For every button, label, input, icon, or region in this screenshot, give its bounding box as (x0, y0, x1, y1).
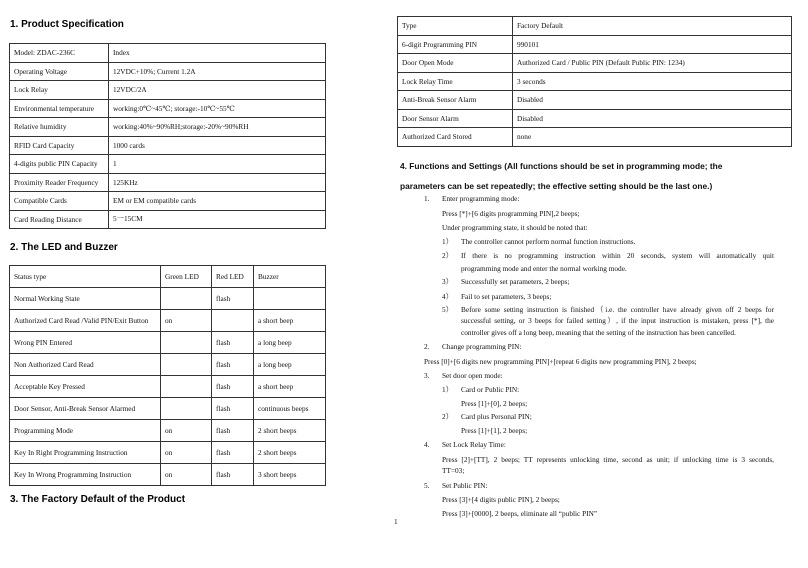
table-row (398, 35, 792, 54)
table-cell: flash (212, 420, 254, 442)
table-cell (212, 310, 254, 332)
table-cell: a short beep (254, 376, 326, 398)
body-line: The controller cannot perform normal function instructions. (461, 237, 636, 246)
table-row (10, 136, 326, 155)
table-cell: Acceptable Key Pressed (10, 376, 161, 398)
item-number: 4. (424, 440, 430, 449)
sub-item-marker: 4） (442, 292, 453, 301)
table-row (10, 420, 326, 442)
table-cell (161, 354, 212, 376)
table-cell: continuous beeps (254, 398, 326, 420)
table-cell: flash (212, 354, 254, 376)
body-line: Card or Public PIN: (461, 385, 520, 394)
sub-item-marker: 5） (442, 305, 453, 314)
table-cell: Door Sensor Alarm (398, 109, 513, 128)
table-cell: Compatible Cards (10, 192, 109, 211)
sub-item-marker: 2） (442, 251, 453, 260)
table-cell: Card Reading Distance (10, 210, 109, 229)
body-line: Press [1]+[1], 2 beeps; (461, 426, 528, 435)
body-line: Change programming PIN: (442, 342, 522, 351)
body-line: Press [2]+[TT], 2 beeps; TT represents unlocking time, second as unit; if unlocking time is 3 seconds, (442, 455, 774, 464)
table-cell (161, 332, 212, 354)
table-row (10, 354, 326, 376)
table-cell (161, 398, 212, 420)
table-row (398, 17, 792, 36)
table-cell: Type (398, 17, 513, 36)
table-row (10, 464, 326, 486)
body-line: Press [3]+[4 digits public PIN], 2 beeps; (442, 495, 560, 504)
section-heading-factory-default: 3. The Factory Default of the Product (10, 494, 186, 505)
table-cell: 1000 cards (109, 136, 326, 155)
product-spec-table (9, 43, 326, 229)
table-row (10, 99, 326, 118)
sub-item-marker: 1） (442, 385, 453, 394)
table-cell: Factory Default (513, 17, 792, 36)
table-row (10, 288, 326, 310)
table-cell: 3 short beeps (254, 464, 326, 486)
table-cell: Anti-Break Sensor Alarm (398, 91, 513, 110)
table-cell: a short beep (254, 310, 326, 332)
table-header-cell: Buzzer (254, 266, 326, 288)
table-header-cell: Status type (10, 266, 161, 288)
table-cell: Disabled (513, 109, 792, 128)
body-line: Successfully set parameters, 2 beeps; (461, 277, 570, 286)
table-row (10, 44, 326, 63)
table-cell: EM or EM compatible cards (109, 192, 326, 211)
table-row (10, 192, 326, 211)
table-row (10, 118, 326, 137)
table-row (398, 91, 792, 110)
table-header-row (10, 266, 326, 288)
body-line: Before some setting instruction is finished（i.e. the controller have already given off 2 beeps for (461, 305, 774, 314)
table-cell: Non Authorized Card Read (10, 354, 161, 376)
table-cell: on (161, 464, 212, 486)
table-row (10, 376, 326, 398)
sub-item-marker: 2） (442, 412, 453, 421)
body-line: Press [1]+[0], 2 beeps; (461, 399, 528, 408)
body-line: Set Public PIN: (442, 481, 488, 490)
table-cell: a long beep (254, 354, 326, 376)
table-cell: on (161, 420, 212, 442)
table-header-cell: Red LED (212, 266, 254, 288)
table-row (10, 62, 326, 81)
table-cell: flash (212, 464, 254, 486)
table-row (398, 54, 792, 73)
table-row (10, 332, 326, 354)
table-cell: 3 seconds (513, 72, 792, 91)
factory-default-table (397, 16, 792, 147)
table-cell: Authorized Card / Public PIN (Default Public PIN: 1234) (513, 54, 792, 73)
table-cell: 125KHz (109, 173, 326, 192)
sub-item-marker: 1） (442, 237, 453, 246)
section-heading-functions-settings-cont: parameters can be set repeatedly; the effective setting should be the last one.) (400, 181, 713, 191)
body-line: If there is no programming instruction within 20 seconds, system will automatically quit (461, 251, 774, 260)
table-row (10, 442, 326, 464)
table-cell: Relative humidity (10, 118, 109, 137)
section-heading-functions-settings: 4. Functions and Settings (All functions should be set in programming mode; the (400, 161, 723, 171)
table-cell: Wrong PIN Entered (10, 332, 161, 354)
item-number: 3. (424, 371, 430, 380)
table-cell: Proximity Reader Frequency (10, 173, 109, 192)
table-row (10, 173, 326, 192)
item-number: 5. (424, 481, 430, 490)
table-cell: on (161, 442, 212, 464)
page-number: 1 (394, 517, 398, 526)
table-row (398, 128, 792, 147)
body-line: Press [3]+[0000], 2 beeps, eliminate all “public PIN” (442, 509, 598, 518)
table-row (10, 155, 326, 174)
table-cell: 1 (109, 155, 326, 174)
item-number: 2. (424, 342, 430, 351)
table-row (10, 310, 326, 332)
body-line: Fail to set parameters, 3 beeps; (461, 292, 552, 301)
table-cell: 6-digit Programming PIN (398, 35, 513, 54)
table-row (10, 398, 326, 420)
table-cell: Normal Working State (10, 288, 161, 310)
body-line: controller gives off a long beep, meaning that the setting of the instruction has been cancelled. (461, 328, 736, 337)
table-cell: 990101 (513, 35, 792, 54)
body-line: Set door open mode: (442, 371, 503, 380)
body-line: Enter programming mode: (442, 194, 520, 203)
table-cell: 4-digits public PIN Capacity (10, 155, 109, 174)
table-row (398, 72, 792, 91)
table-cell (161, 288, 212, 310)
table-cell: Door Sensor, Anti-Break Sensor Alarmed (10, 398, 161, 420)
table-cell: RFID Card Capacity (10, 136, 109, 155)
table-cell: working:0℃~45℃; storage:-10℃~55℃ (109, 99, 326, 118)
table-cell: Door Open Mode (398, 54, 513, 73)
led-buzzer-table (9, 265, 326, 486)
table-cell: Lock Relay (10, 81, 109, 100)
table-cell: Index (109, 44, 326, 63)
body-line: Set Lock Relay Time: (442, 440, 506, 449)
table-cell: Key In Wrong Programming Instruction (10, 464, 161, 486)
body-line: successful setting, or 3 beeps for failed setting）, if the input instruction is mistaken, press [*], the (461, 316, 774, 325)
table-cell: 12VDC+10%; Current 1.2A (109, 62, 326, 81)
table-row (10, 210, 326, 229)
table-row (10, 81, 326, 100)
body-line: Card plus Personal PIN; (461, 412, 532, 421)
table-cell: Authorized Card Read /Valid PIN/Exit Button (10, 310, 161, 332)
body-line: TT=03; (442, 466, 465, 475)
section-heading-led-buzzer: 2. The LED and Buzzer (10, 242, 118, 253)
table-cell: Lock Relay Time (398, 72, 513, 91)
table-cell: 5一15CM (109, 210, 326, 229)
table-cell: Operating Voltage (10, 62, 109, 81)
table-cell (161, 376, 212, 398)
table-header-cell: Green LED (161, 266, 212, 288)
table-cell: 12VDC/2A (109, 81, 326, 100)
table-cell: 2 short beeps (254, 442, 326, 464)
table-cell: Authorized Card Stored (398, 128, 513, 147)
table-cell: working:40%~90%RH;storage:-20%~90%RH (109, 118, 326, 137)
table-cell: Key In Right Programming Instruction (10, 442, 161, 464)
section-heading-product-specification: 1. Product Specification (10, 19, 124, 30)
table-cell: none (513, 128, 792, 147)
table-cell: flash (212, 398, 254, 420)
table-cell: flash (212, 376, 254, 398)
table-cell: Model: ZDAC-236C (10, 44, 109, 63)
table-row (398, 109, 792, 128)
body-line: Under programming state, it should be noted that: (442, 223, 588, 232)
table-cell: flash (212, 442, 254, 464)
body-line: programming mode and enter the normal working mode. (461, 264, 627, 273)
table-cell: a long beep (254, 332, 326, 354)
table-cell: Disabled (513, 91, 792, 110)
table-cell: flash (212, 332, 254, 354)
table-cell: Programming Mode (10, 420, 161, 442)
body-line: Press [*]+[6 digits programming PIN],2 beeps; (442, 209, 580, 218)
table-cell: on (161, 310, 212, 332)
table-cell (254, 288, 326, 310)
table-cell: 2 short beeps (254, 420, 326, 442)
sub-item-marker: 3） (442, 277, 453, 286)
table-cell: Environmental temperature (10, 99, 109, 118)
table-cell: flash (212, 288, 254, 310)
item-number: 1. (424, 194, 430, 203)
body-line: Press [0]+[6 digits new programming PIN]+[repeat 6 digits new programming PIN], 2 beeps; (424, 357, 697, 366)
